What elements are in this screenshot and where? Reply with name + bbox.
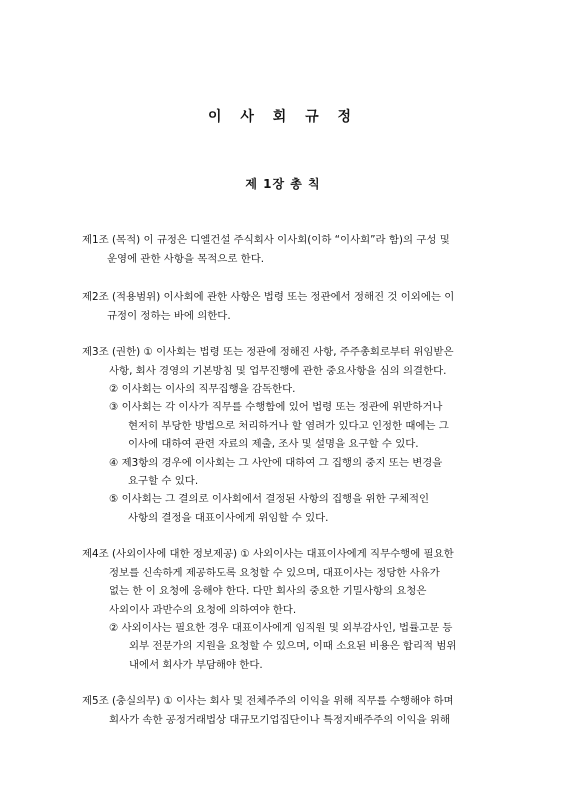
document-title: 이 사 회 규 정 xyxy=(207,109,359,125)
article-2-line-2: 규정이 정하는 바에 의한다. xyxy=(107,310,231,322)
article-4-line-1: 제4조 (사외이사에 대한 정보제공) ① 사외이사는 대표이사에게 직무수행에 필요한 xyxy=(82,548,454,560)
article-4-line-3: 없는 한 이 요청에 응해야 한다. 다만 회사의 중요한 기밀사항의 요청은 xyxy=(109,585,427,597)
article-4-line-4: 사외이사 과반수의 요청에 의하여야 한다. xyxy=(109,604,297,616)
article-3-line-2: 사항, 회사 경영의 기본방침 및 업무진행에 관한 중요사항을 심의 의결한다. xyxy=(109,365,447,377)
article-3-line-1: 제3조 (권한) ① 이사회는 법령 또는 정관에 정해진 사항, 주주총회로부터 위임받은 xyxy=(82,346,454,358)
article-5-line-2: 회사가 속한 공정거래법상 대규모기업집단이나 특정지배주주의 이익을 위해 xyxy=(109,714,451,726)
article-5-line-1: 제5조 (충실의무) ① 이사는 회사 및 전체주주의 이익을 위해 직무를 수행해야 하며 xyxy=(82,695,454,707)
article-2-line-1: 제2조 (적용범위) 이사회에 관한 사항은 법령 또는 정관에서 정해진 것 이외에는 이 xyxy=(82,291,455,303)
article-3-line-4: ③ 이사회는 각 이사가 직무를 수행함에 있어 법령 또는 정관에 위반하거나 xyxy=(109,401,443,413)
article-4-line-2: 정보를 신속하게 제공하도록 요청할 수 있으며, 대표이사는 정당한 사유가 xyxy=(109,567,440,579)
article-4-line-5: ② 사외이사는 필요한 경우 대표이사에게 임직원 및 외부감사인, 법률고문 등 xyxy=(109,622,453,634)
article-4-line-7: 내에서 회사가 부담해야 한다. xyxy=(129,659,263,671)
article-3-line-7: ④ 제3항의 경우에 이사회는 그 사안에 대하여 그 집행의 중지 또는 변경을 xyxy=(109,457,443,469)
article-3-line-6: 이사에 대하여 관련 자료의 제출, 조사 및 설명을 요구할 수 있다. xyxy=(128,438,419,450)
article-1-line-1: 제1조 (목적) 이 규정은 디엘건설 주식회사 이사회(이하 “이사회”라 함)의 구성 및 xyxy=(82,234,450,246)
article-4-line-6: 외부 전문가의 지원을 요청할 수 있으며, 이때 소요된 비용은 합리적 범위 xyxy=(129,640,457,652)
article-3-line-9: ⑤ 이사회는 그 결의로 이사회에서 결정된 사항의 집행을 위한 구체적인 xyxy=(109,493,430,505)
article-3-line-3: ② 이사회는 이사의 직무집행을 감독한다. xyxy=(109,383,296,395)
chapter-heading: 제 1장 총 칙 xyxy=(245,177,321,191)
article-3-line-8: 요구할 수 있다. xyxy=(128,475,199,487)
article-1-line-2: 운영에 관한 사항을 목적으로 한다. xyxy=(107,253,265,265)
article-3-line-10: 사항의 결정을 대표이사에게 위임할 수 있다. xyxy=(128,512,329,524)
article-3-line-5: 현저히 부당한 방법으로 처리하거나 할 염려가 있다고 인정한 때에는 그 xyxy=(128,420,449,432)
